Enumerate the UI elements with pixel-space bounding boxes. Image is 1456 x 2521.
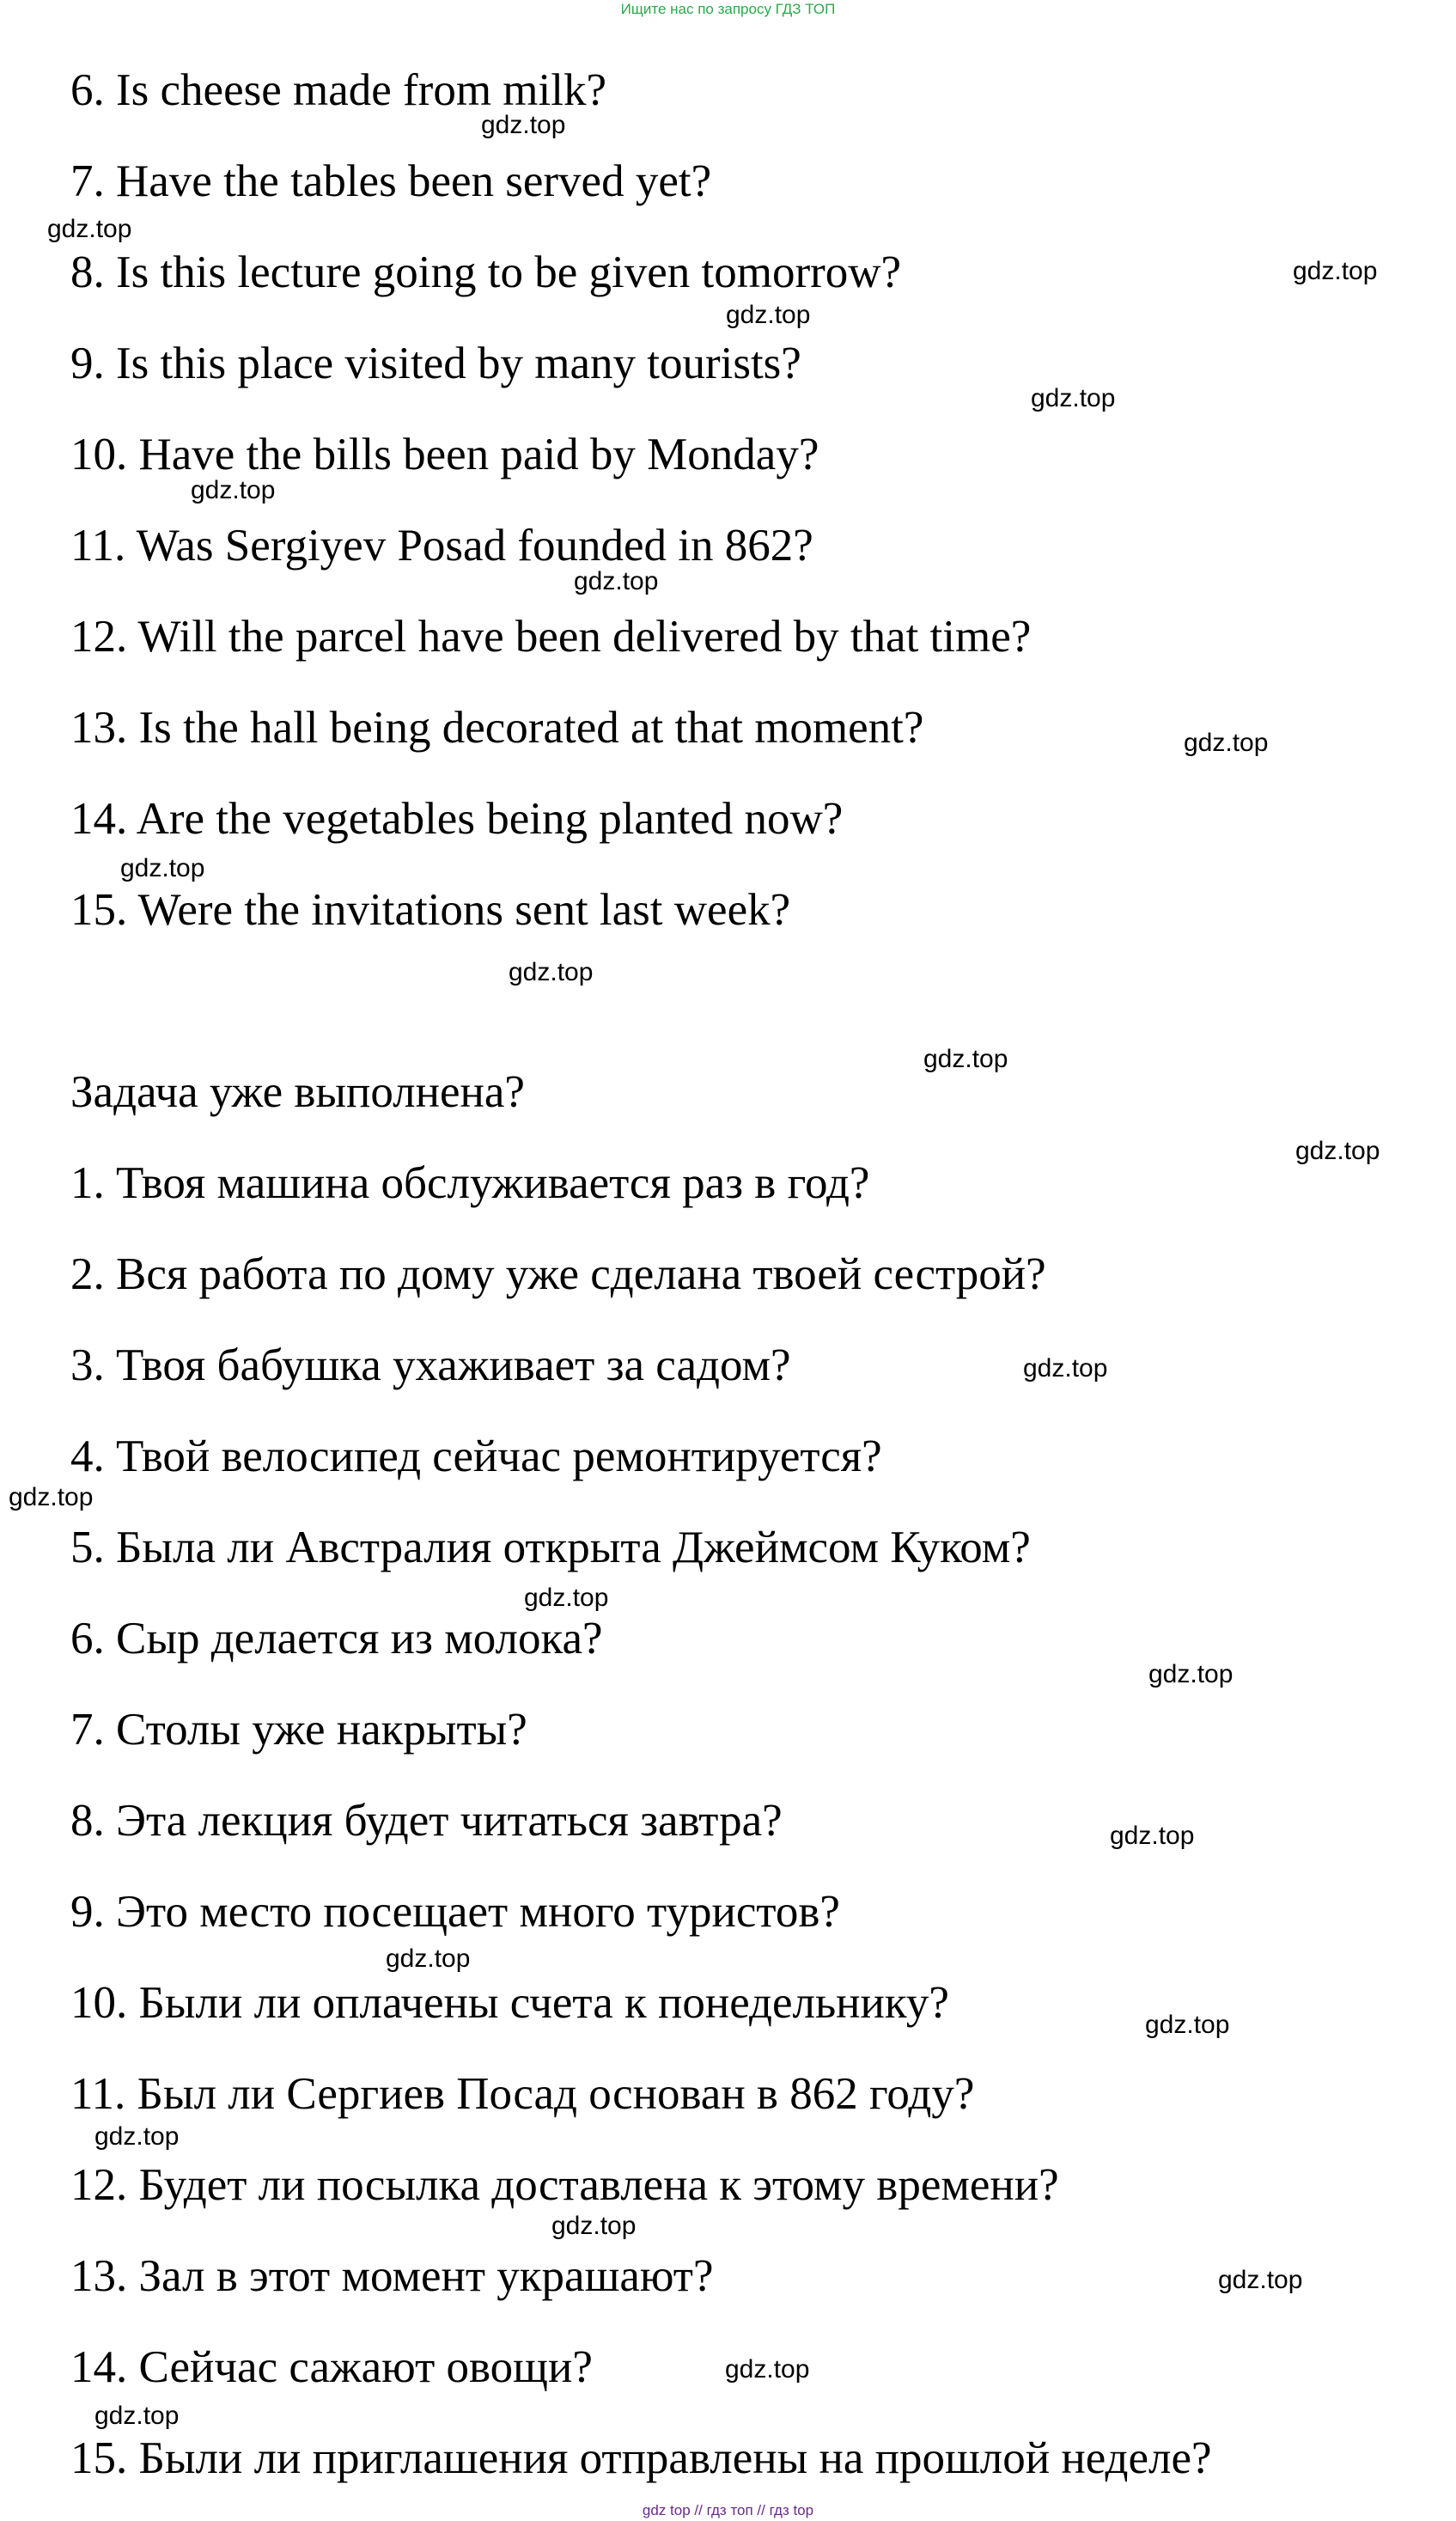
watermark: gdz.top [725,2355,810,2384]
watermark: gdz.top [726,301,811,329]
russian-question: 3. Твоя бабушка ухаживает за садом? [70,1340,791,1390]
english-question: 6. Is cheese made from milk? [70,65,606,115]
english-question: 14. Are the vegetables being planted now? [70,794,844,844]
english-question: 15. Were the invitations sent last week? [70,885,791,935]
english-question: 10. Have the bills been paid by Monday? [70,430,819,479]
watermark: gdz.top [509,958,594,986]
watermark: gdz.top [524,1584,609,1612]
english-question: 9. Is this place visited by many tourists? [70,339,801,388]
russian-question: 5. Была ли Австралия открыта Джеймсом Куком? [70,1523,1031,1572]
footer-text: gdz top // гдз топ // гдз top [642,2502,814,2518]
russian-question: 11. Был ли Сергиев Посад основан в 862 году? [70,2069,975,2119]
top-banner: Ищите нас по запросу ГДЗ ТОП [620,1,836,17]
watermark: gdz.top [923,1045,1008,1073]
russian-question: 12. Будет ли посылка доставлена к этому времени? [70,2160,1059,2210]
watermark: gdz.top [1031,384,1116,412]
watermark: gdz.top [9,1483,94,1511]
russian-question: 13. Зал в этот момент украшают? [70,2251,714,2301]
watermark: gdz.top [94,2122,180,2151]
russian-question: 2. Вся работа по дому уже сделана твоей сестрой? [70,1249,1046,1299]
watermark: gdz.top [1184,729,1269,757]
watermark: gdz.top [1148,1660,1234,1688]
russian-question: 10. Были ли оплачены счета к понедельнику? [70,1978,949,2028]
english-question: 13. Is the hall being decorated at that moment? [70,703,924,753]
english-question: 12. Will the parcel have been delivered by that time? [70,612,1032,662]
watermark: gdz.top [47,215,132,243]
watermark: gdz.top [191,476,276,504]
russian-question: 1. Твоя машина обслуживается раз в год? [70,1158,870,1208]
watermark: gdz.top [94,2402,180,2430]
russian-question: 9. Это место посещает много туристов? [70,1887,840,1937]
russian-question: 7. Столы уже накрыты? [70,1705,527,1755]
russian-question: 6. Сыр делается из молока? [70,1614,603,1663]
english-question: 11. Was Sergiyev Posad founded in 862? [70,521,813,571]
watermark: gdz.top [1293,257,1378,285]
russian-question: 14. Сейчас сажают овощи? [70,2342,593,2392]
english-question: 8. Is this lecture going to be given tomorrow? [70,247,902,297]
watermark: gdz.top [1110,1822,1195,1850]
watermark: gdz.top [1023,1354,1108,1383]
section-heading: Задача уже выполнена? [70,1067,525,1117]
watermark: gdz.top [120,854,205,882]
watermark: gdz.top [1145,2011,1230,2039]
english-question: 7. Have the tables been served yet? [70,156,712,206]
watermark: gdz.top [386,1944,471,1973]
watermark: gdz.top [481,111,566,139]
russian-question: 4. Твой велосипед сейчас ремонтируется? [70,1431,882,1481]
watermark: gdz.top [1218,2266,1303,2294]
russian-question: 15. Были ли приглашения отправлены на прошлой неделе? [70,2433,1212,2483]
russian-question: 8. Эта лекция будет читаться завтра? [70,1796,783,1846]
watermark: gdz.top [1295,1137,1380,1165]
watermark: gdz.top [551,2212,637,2240]
watermark: gdz.top [574,567,659,595]
